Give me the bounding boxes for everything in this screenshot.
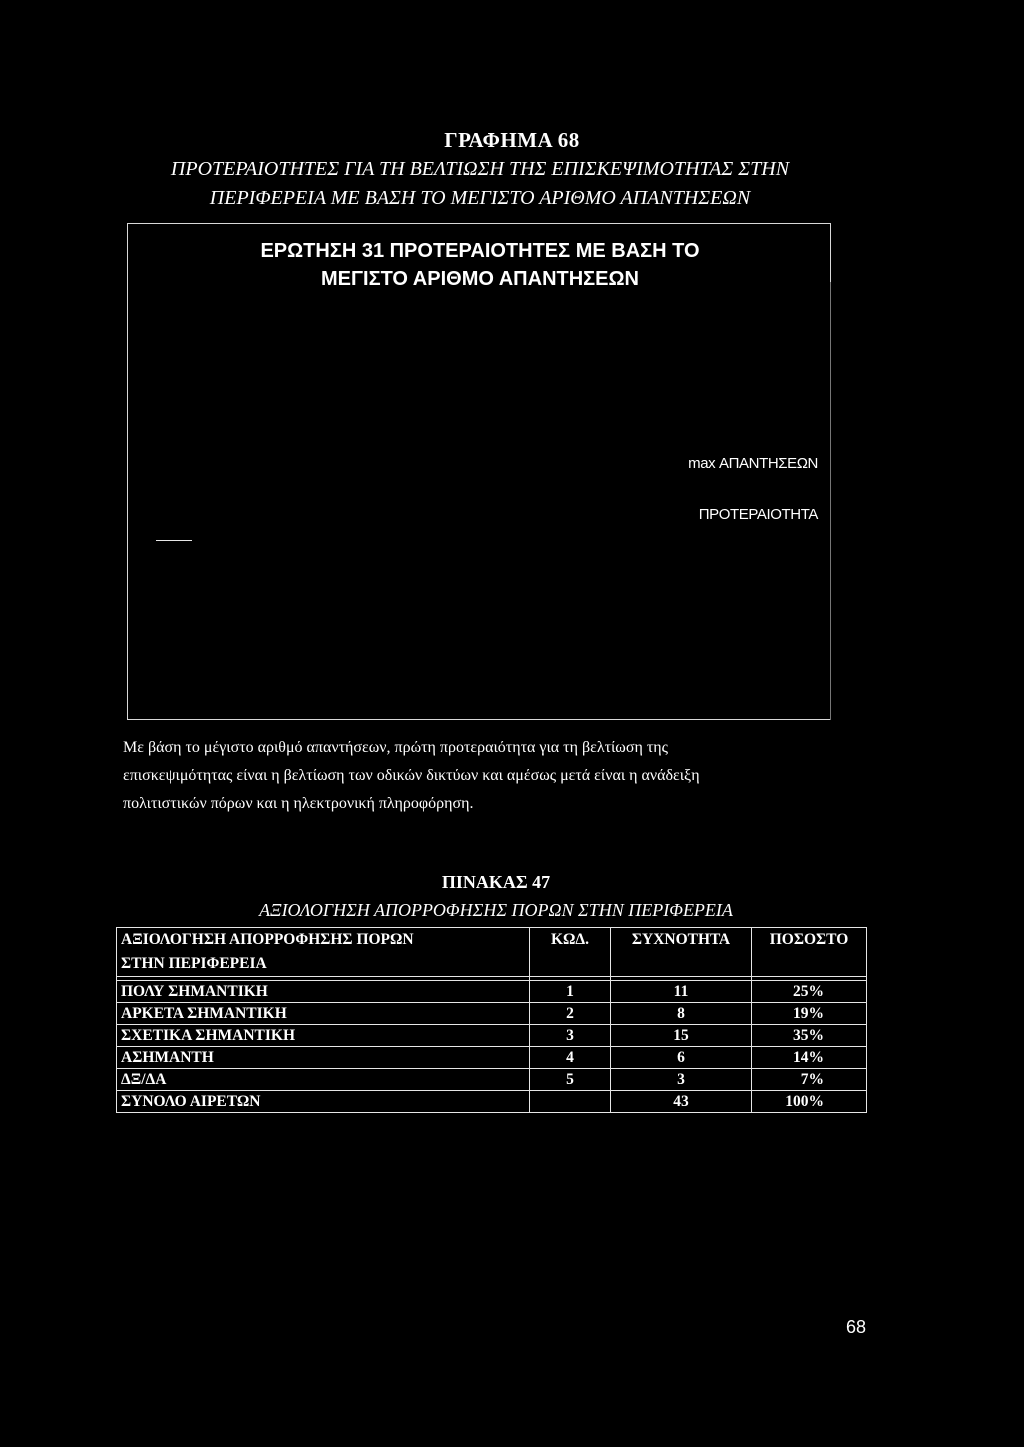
chart-title-line1: ΕΡΩΤΗΣΗ 31 ΠΡΟΤΕΡΑΙΟΤΗΤΕΣ ΜΕ ΒΑΣΗ ΤΟ <box>260 240 700 262</box>
total-frequency: 43 <box>611 1091 752 1113</box>
row-percentage: 25% <box>752 981 867 1003</box>
paragraph-line2: επισκεψιμότητας είναι η βελτίωση των οδικών δικτύων και αμέσως μετά είναι η ανάδειξη <box>123 767 700 784</box>
header-assessment-line1: ΑΞΙΟΛΟΓΗΣΗ ΑΠΟΡΡΟΦΗΣΗΣ ΠΟΡΩΝ <box>121 931 414 948</box>
legend-dash-line <box>156 540 192 541</box>
table-row <box>117 981 867 1003</box>
total-percentage: 100% <box>752 1091 867 1113</box>
table-row <box>117 1003 867 1025</box>
header-assessment-line2: ΣΤΗΝ ΠΕΡΙΦΕΡΕΙΑ <box>121 955 267 972</box>
chart-title-line2: ΜΕΓΙΣΤΟ ΑΡΙΘΜΟ ΑΠΑΝΤΗΣΕΩΝ <box>321 268 639 290</box>
row-code: 2 <box>530 1003 611 1025</box>
graph-title-line1: ΠΡΟΤΕΡΑΙΟΤΗΤΕΣ ΓΙΑ ΤΗ ΒΕΛΤΙΩΣΗ ΤΗΣ ΕΠΙΣΚΕΨΙΜΟΤΗΤΑΣ ΣΤΗΝ <box>170 158 790 180</box>
row-code: 3 <box>530 1025 611 1047</box>
row-label: ΑΣΗΜΑΝΤΗ <box>117 1047 530 1069</box>
row-label: ΔΞ/ΔΑ <box>117 1069 530 1091</box>
row-frequency: 6 <box>611 1047 752 1069</box>
table-title: ΑΞΙΟΛΟΓΗΣΗ ΑΠΟΡΡΟΦΗΣΗΣ ΠΟΡΩΝ ΣΤΗΝ ΠΕΡΙΦΕΡΕΙΑ <box>259 900 733 920</box>
header-code: ΚΩΔ. <box>530 928 611 977</box>
table-label: ΠΙΝΑΚΑΣ 47 <box>441 872 551 892</box>
table-total-row <box>117 1091 867 1113</box>
row-frequency: 11 <box>611 981 752 1003</box>
row-code: 4 <box>530 1047 611 1069</box>
row-percentage: 7% <box>752 1069 867 1091</box>
table-row <box>117 1025 867 1047</box>
row-frequency: 3 <box>611 1069 752 1091</box>
row-percentage: 14% <box>752 1047 867 1069</box>
paragraph-line3: πολιτιστικών πόρων και η ηλεκτρονική πληροφόρηση. <box>123 795 474 812</box>
row-frequency: 15 <box>611 1025 752 1047</box>
total-code <box>530 1091 611 1113</box>
row-percentage: 35% <box>752 1025 867 1047</box>
legend-priority: ΠΡΟΤΕΡΑΙΟΤΗΤΑ <box>698 506 818 523</box>
row-code: 1 <box>530 981 611 1003</box>
row-code: 5 <box>530 1069 611 1091</box>
row-percentage: 19% <box>752 1003 867 1025</box>
header-frequency: ΣΥΧΝΟΤΗΤΑ <box>611 928 752 977</box>
row-label: ΠΟΛΥ ΣΗΜΑΝΤΙΚΗ <box>117 981 530 1003</box>
legend-max-answers: max ΑΠΑΝΤΗΣΕΩΝ <box>688 455 818 472</box>
row-label: ΑΡΚΕΤΑ ΣΗΜΑΝΤΙΚΗ <box>117 1003 530 1025</box>
header-percentage: ΠΟΣΟΣΤΟ <box>752 928 867 977</box>
row-label: ΣΧΕΤΙΚΑ ΣΗΜΑΝΤΙΚΗ <box>117 1025 530 1047</box>
graph-label: ΓΡΑΦΗΜΑ 68 <box>444 128 580 152</box>
header-assessment <box>117 928 530 977</box>
table-row <box>117 1047 867 1069</box>
chart-plot-border <box>830 282 831 720</box>
page-number: 68 <box>846 1317 867 1337</box>
total-label: ΣΥΝΟΛΟ ΑΙΡΕΤΩΝ <box>117 1091 530 1113</box>
graph-title-line2: ΠΕΡΙΦΕΡΕΙΑ ΜΕ ΒΑΣΗ ΤΟ ΜΕΓΙΣΤΟ ΑΡΙΘΜΟ ΑΠΑΝΤΗΣΕΩΝ <box>209 187 751 209</box>
row-frequency: 8 <box>611 1003 752 1025</box>
assessment-table <box>116 927 867 1113</box>
table-row <box>117 1069 867 1091</box>
paragraph-line1: Με βάση το μέγιστο αριθμό απαντήσεων, πρώτη προτεραιότητα για τη βελτίωση της <box>123 739 668 756</box>
table-header-row <box>117 928 867 977</box>
